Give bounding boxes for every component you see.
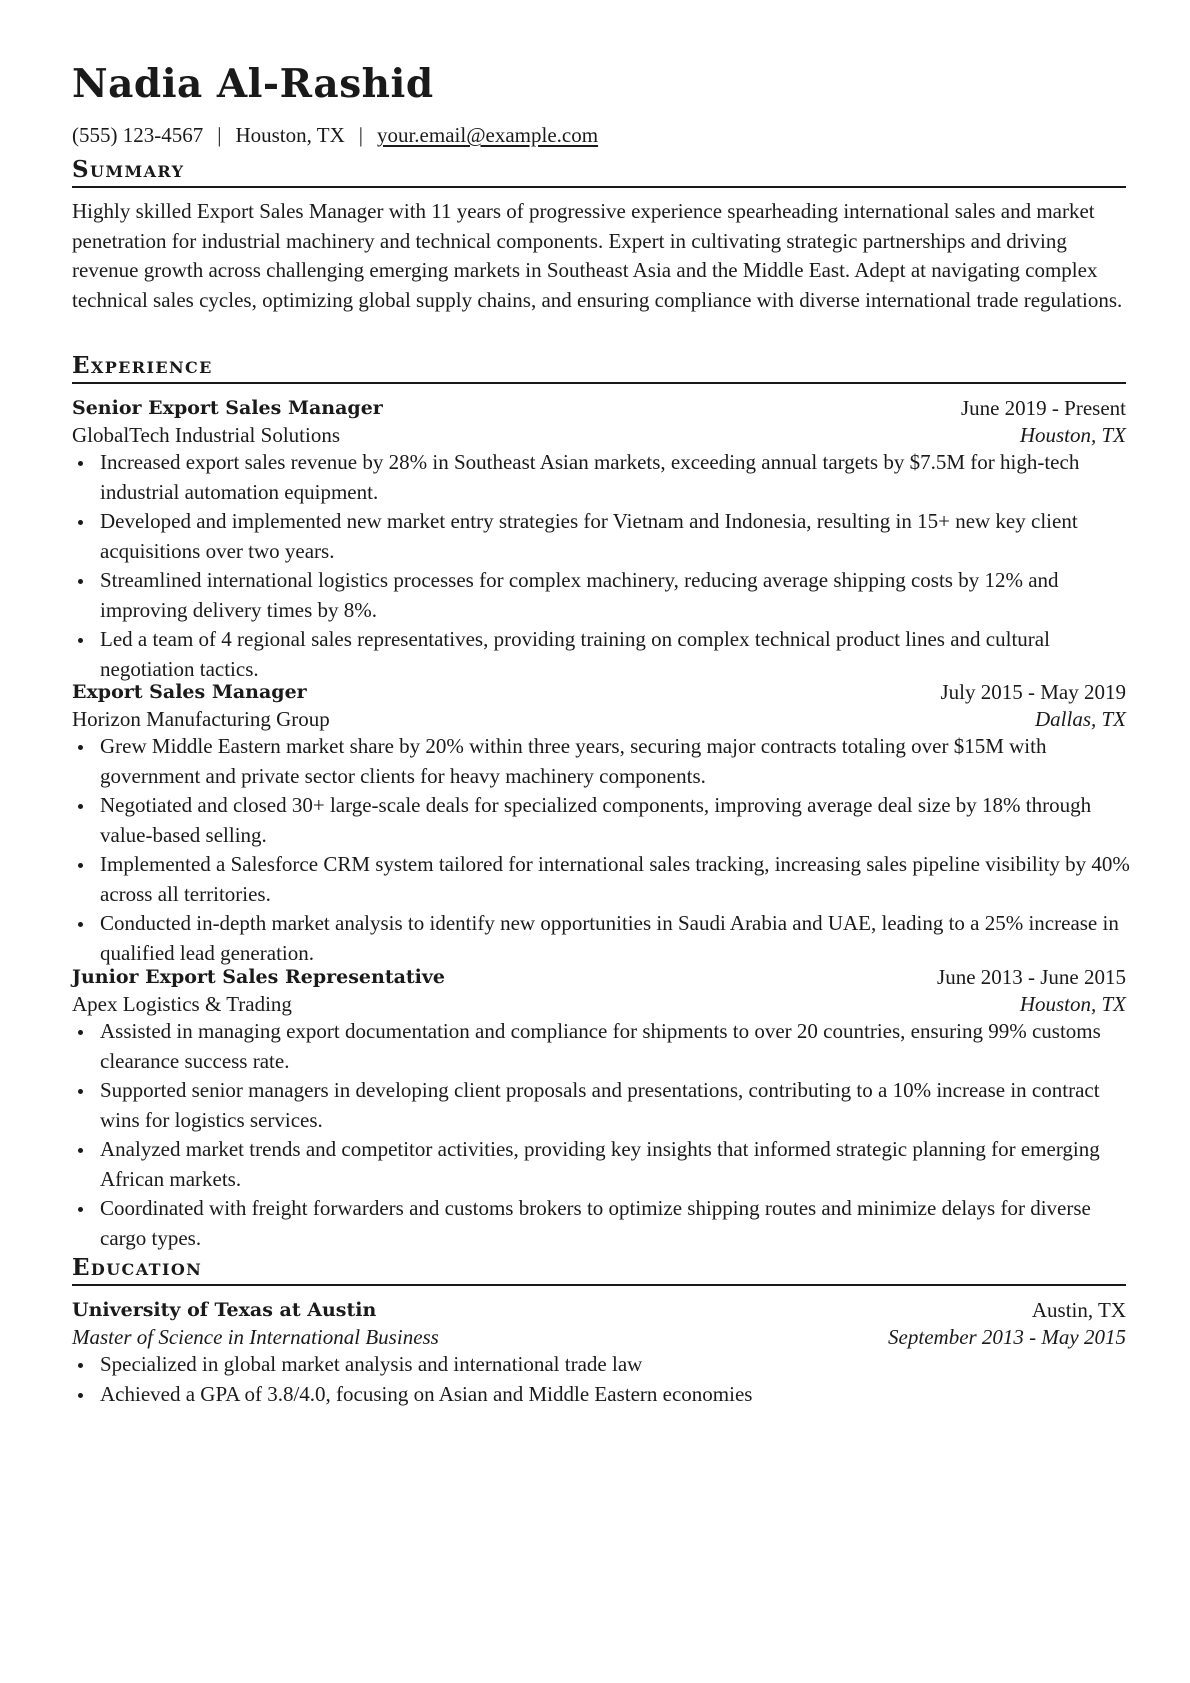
job-title: Senior Export Sales Manager — [72, 397, 383, 419]
candidate-name: Nadia Al-Rashid — [72, 61, 434, 107]
job-dates: June 2019 - Present — [960, 396, 1126, 420]
contact-separator: | — [358, 123, 363, 147]
job-header — [72, 394, 1126, 422]
job-header — [72, 963, 1126, 991]
degree-name: Master of Science in International Business — [72, 1325, 439, 1349]
job-company-row — [72, 705, 1126, 733]
education-heading: Education — [72, 1254, 1126, 1286]
list-item: Achieved a GPA of 3.8/4.0, focusing on Asian and Middle Eastern economies — [72, 1380, 1132, 1410]
job-bullets — [72, 448, 1132, 684]
list-item: Increased export sales revenue by 28% in Southeast Asian markets, exceeding annual targets by $7.5M for high-tech industrial automation equipment. — [72, 448, 1132, 507]
job-title: Junior Export Sales Representative — [72, 966, 446, 988]
job-location: Houston, TX — [1019, 423, 1126, 447]
job-bullets — [72, 1017, 1132, 1253]
list-item: Conducted in-depth market analysis to identify new opportunities in Saudi Arabia and UAE, leading to a 25% increase in qualified lead generation. — [72, 909, 1132, 968]
education-header — [72, 1296, 1126, 1324]
job-location: Houston, TX — [1019, 992, 1126, 1016]
job-dates: June 2013 - June 2015 — [937, 965, 1126, 989]
school-name: University of Texas at Austin — [72, 1299, 377, 1321]
list-item: Implemented a Salesforce CRM system tailored for international sales tracking, increasing sales pipeline visibility by 40% across all territories. — [72, 850, 1132, 909]
job-company-row — [72, 421, 1126, 449]
job-header — [72, 678, 1126, 706]
list-item: Supported senior managers in developing client proposals and presentations, contributing to a 10% increase in contract wins for logistics services. — [72, 1076, 1132, 1135]
list-item: Coordinated with freight forwarders and customs brokers to optimize shipping routes and minimize delays for diverse cargo types. — [72, 1194, 1132, 1253]
contact-separator: | — [217, 123, 222, 147]
list-item: Grew Middle Eastern market share by 20% within three years, securing major contracts totaling over $15M with government and private sector clients for heavy machinery components. — [72, 732, 1132, 791]
summary-text: Highly skilled Export Sales Manager with 11 years of progressive experience spearheading international sales and market penetration for industrial machinery and technical components. Expert in cultivating strategic partnerships and driving revenue growth across challenging emerging markets in Southeast Asia and the Middle East. Adept at navigating complex technical sales cycles, optimizing global supply chains, and ensuring compliance with diverse international trade regulations. — [72, 199, 1123, 312]
education-bullets — [72, 1350, 1132, 1409]
list-item: Developed and implemented new market entry strategies for Vietnam and Indonesia, resulting in 15+ new key client acquisitions over two years. — [72, 507, 1132, 566]
job-company-row — [72, 990, 1126, 1018]
company-name: GlobalTech Industrial Solutions — [72, 423, 340, 447]
list-item: Negotiated and closed 30+ large-scale deals for specialized components, improving average deal size by 18% through value-based selling. — [72, 791, 1132, 850]
email-link[interactable]: your.email@example.com — [376, 123, 599, 147]
experience-heading: Experience — [72, 352, 1126, 384]
summary-heading: Summary — [72, 156, 1126, 188]
job-dates: July 2015 - May 2019 — [940, 680, 1126, 704]
list-item: Analyzed market trends and competitor activities, providing key insights that informed strategic planning for emerging African markets. — [72, 1135, 1132, 1194]
education-dates: September 2013 - May 2015 — [888, 1325, 1126, 1349]
school-location: Austin, TX — [1031, 1298, 1126, 1322]
company-name: Apex Logistics & Trading — [72, 992, 292, 1016]
list-item: Streamlined international logistics processes for complex machinery, reducing average shipping costs by 12% and improving delivery times by 8%. — [72, 566, 1132, 625]
degree-row — [72, 1323, 1126, 1351]
job-bullets — [72, 732, 1132, 968]
company-name: Horizon Manufacturing Group — [72, 707, 330, 731]
location-text: Houston, TX — [235, 123, 345, 147]
job-title: Export Sales Manager — [72, 681, 307, 703]
contact-line — [72, 122, 598, 148]
job-location: Dallas, TX — [1034, 707, 1126, 731]
phone-number: (555) 123-4567 — [72, 123, 204, 147]
list-item: Assisted in managing export documentation and compliance for shipments to over 20 countries, ensuring 99% customs clearance success rate. — [72, 1017, 1132, 1076]
list-item: Specialized in global market analysis and international trade law — [72, 1350, 1132, 1380]
list-item: Led a team of 4 regional sales representatives, providing training on complex technical product lines and cultural negotiation tactics. — [72, 625, 1132, 684]
